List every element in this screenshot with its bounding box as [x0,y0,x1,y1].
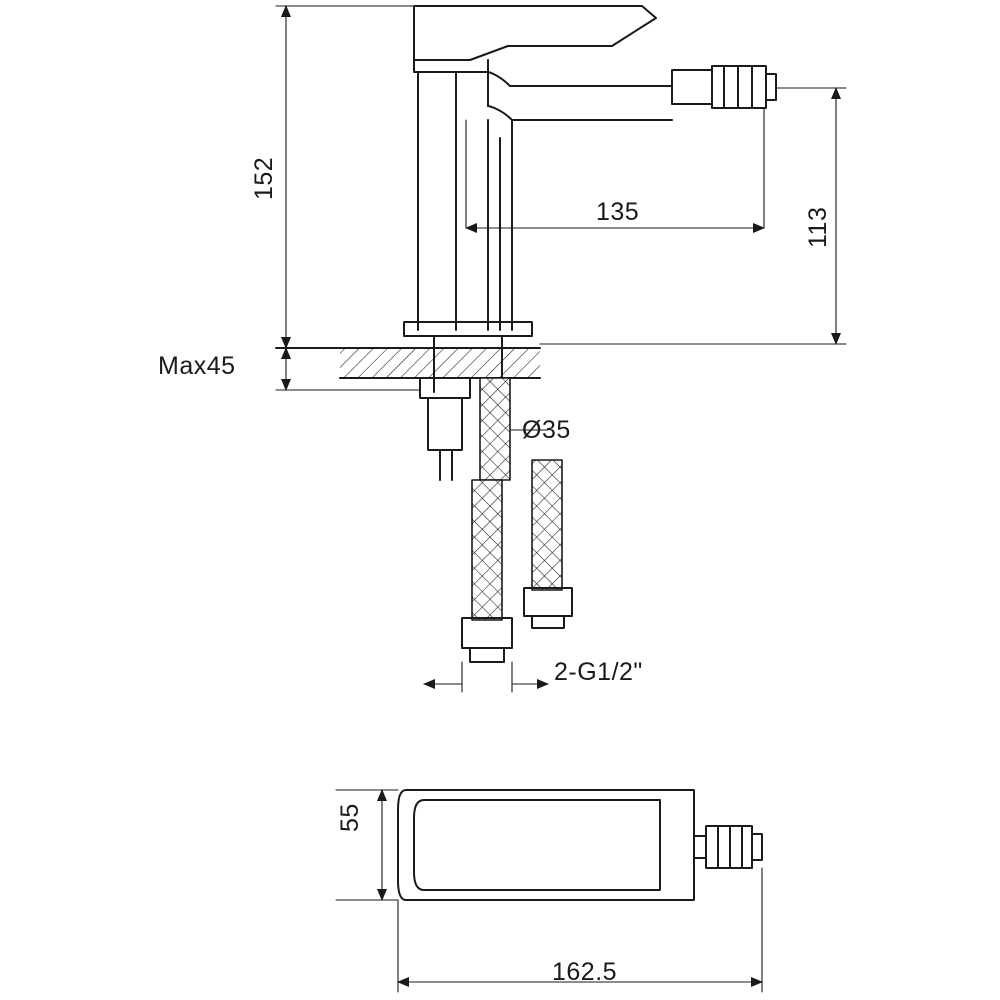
dimension-label-supply-connection: 2-G1/2" [554,658,643,686]
countertop-section [276,348,540,378]
dimension-label-body-depth: 55 [336,803,364,832]
mixer-body-plan [398,790,762,900]
dimension-label-body-length: 162.5 [552,958,618,986]
dimension-label-height-total: 152 [250,156,278,200]
dimension-label-max-deck-thickness: Max45 [158,352,236,380]
dimension-label-mounting-hole-diameter: Ø35 [522,416,571,444]
mixer-body-front [404,6,776,336]
dimension-label-spout-height: 113 [804,206,832,248]
dimension-label-spout-reach: 135 [596,198,640,226]
supply-hose-left [462,480,512,662]
supply-hose-right [524,460,572,628]
